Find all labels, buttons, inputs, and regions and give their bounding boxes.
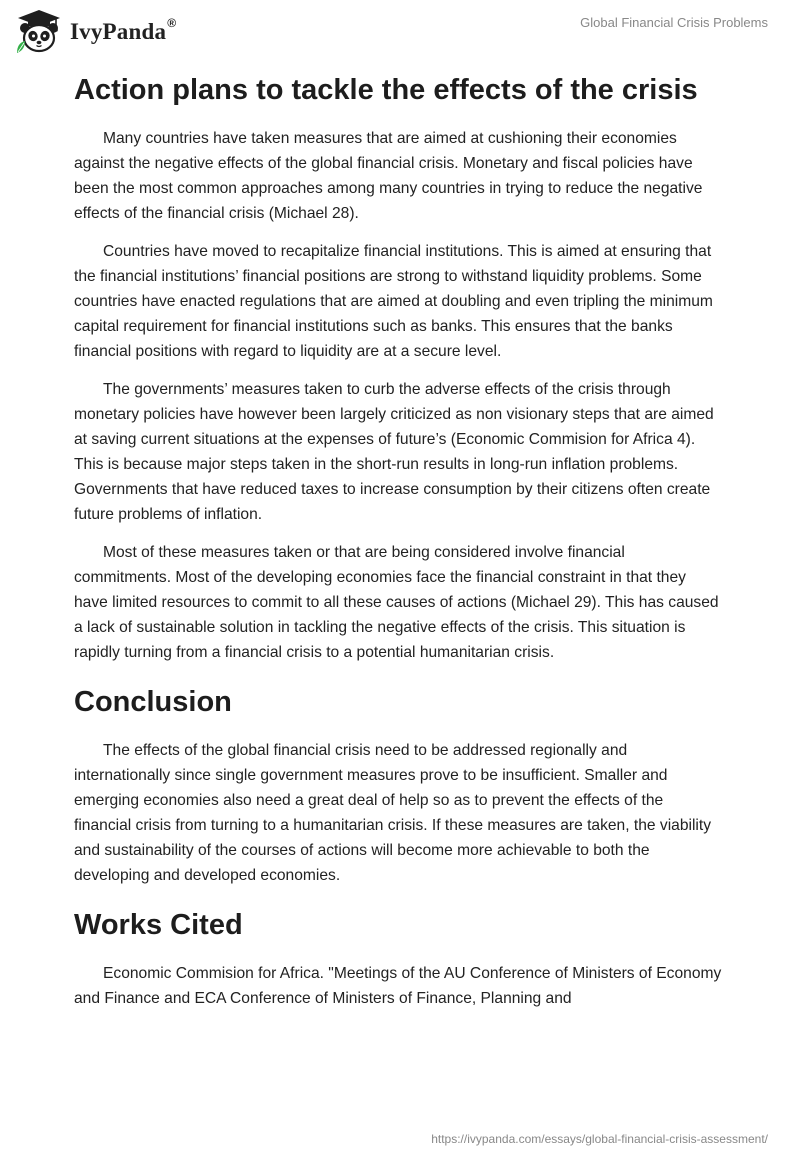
section-works-cited [74,901,724,1011]
ivypanda-logo[interactable] [14,8,176,56]
paragraph: Countries have moved to recapitalize financial institutions. This is aimed at ensuring that the financial institutions’ financial positions are strong to withstand liquidity problems. Some countries have enacted regulations that are aimed at doubling and even tripling the minimum capital requirement for financial institutions such as banks. This ensures that the banks financial positions with regard to liquidity are at a secure level. [74,243,713,360]
panda-graduate-icon [14,9,64,55]
paragraph: The governments’ measures taken to curb the adverse effects of the crisis through monetary policies have however been largely criticized as non visionary steps that are aimed at saving current situations at the expenses of future’s (Economic Commision for Africa 4). This is because major steps taken in the short-run results in long-run inflation problems. Governments that have reduced taxes to increase consumption by their citizens often create future problems of inflation. [74,381,714,523]
section-heading: Works Cited [74,909,243,941]
paragraph: The effects of the global financial crisis need to be addressed regionally and internationally since single government measures prove to be insufficient. Smaller and emerging economies also need a great deal of help so as to prevent the effects of the financial crisis from turning to a humanitarian crisis. If these measures are taken, the viability and sustainability of the courses of actions will become more achievable to both the developing and developed economies. [74,742,712,884]
citation-entry: Economic Commision for Africa. "Meetings of the AU Conference of Ministers of Economy and Finance and ECA Conference of Ministers of Finance, Planning and [74,965,722,1007]
section-conclusion [74,678,724,888]
section-action-plans [74,66,724,665]
document-title: Global Financial Crisis Problems [580,15,768,30]
page-header [0,0,800,60]
paragraph: Most of these measures taken or that are being considered involve financial commitments. Most of the developing economies face the financial constraint in that they have limited resources to commit to all these causes of actions (Michael 29). This has caused a lack of sustainable solution in tackling the negative effects of the crisis. This situation is rapidly turning from a financial crisis to a potential humanitarian crisis. [74,544,719,661]
essay-content [74,66,724,1024]
source-url-link[interactable]: https://ivypanda.com/essays/global-financial-crisis-assessment/ [431,1132,768,1146]
logo-wordmark: IvyPanda® [70,16,177,44]
section-heading: Conclusion [74,686,232,718]
paragraph: Many countries have taken measures that are aimed at cushioning their economies against the negative effects of the global financial crisis. Monetary and fiscal policies have been the most common approaches among many countries in trying to reduce the negative effects of the financial crisis (Michael 28). [74,130,703,222]
section-heading: Action plans to tackle the effects of the crisis [74,74,698,106]
